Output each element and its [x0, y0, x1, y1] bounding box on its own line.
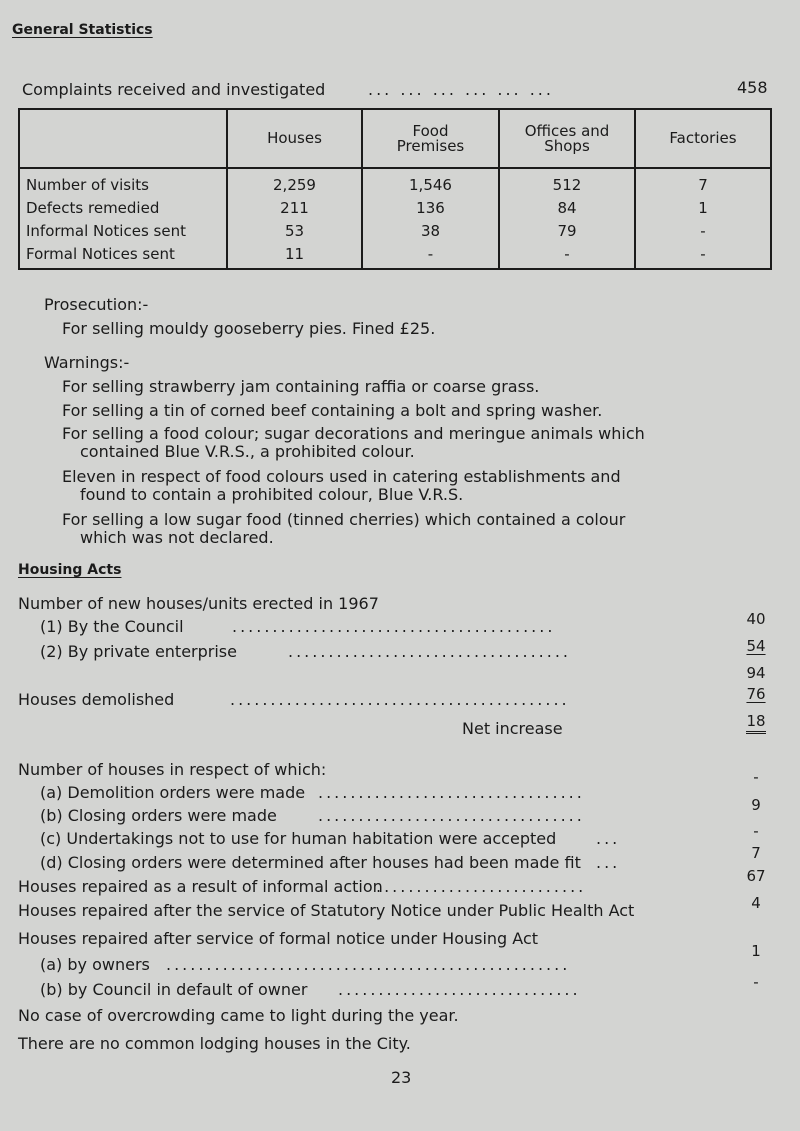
- table-header-food-premises: Food Premises: [362, 109, 499, 168]
- warning-item-continued: found to contain a prohibited colour, Blue V.R.S.: [80, 485, 464, 504]
- row-label: Number of visits: [19, 168, 227, 196]
- net-increase-value: 18: [746, 712, 765, 734]
- warning-item: For selling a tin of corned beef containing a bolt and spring washer.: [62, 401, 603, 420]
- warnings-heading: Warnings:-: [44, 353, 130, 372]
- item-d-value: 7: [751, 844, 761, 862]
- cell-houses: 11: [227, 242, 362, 269]
- dots: .................................: [318, 806, 585, 825]
- page-number: 23: [391, 1068, 412, 1087]
- cell-factories: 1: [635, 196, 771, 219]
- dots: ...................................: [288, 642, 572, 661]
- demolished-value: 76: [746, 685, 766, 703]
- cell-houses: 2,259: [227, 168, 362, 196]
- table-header-factories: Factories: [635, 109, 771, 168]
- total-value: 94: [746, 664, 766, 682]
- in-respect-label: Number of houses in respect of which:: [18, 760, 327, 779]
- row-label: Formal Notices sent: [19, 242, 227, 269]
- cell-offices-shops: 84: [499, 196, 635, 219]
- complaints-label: Complaints received and investigated: [22, 80, 326, 99]
- section-title-general-statistics: General Statistics: [12, 22, 153, 38]
- cell-offices-shops: 79: [499, 219, 635, 242]
- item-d-label: (d) Closing orders were determined after houses had been made fit: [40, 853, 581, 872]
- new-houses-label: Number of new houses/units erected in 1967: [18, 594, 379, 613]
- item-a-label: (a) Demolition orders were made: [40, 783, 306, 802]
- item-c-value: -: [753, 822, 759, 840]
- council-value: 40: [746, 610, 766, 628]
- warning-item: Eleven in respect of food colours used in catering establishments and: [62, 467, 621, 486]
- table-row: [19, 196, 771, 219]
- warning-item-continued: which was not declared.: [80, 528, 274, 547]
- informal-value: 67: [746, 867, 766, 885]
- lodging-text: There are no common lodging houses in the City.: [18, 1034, 411, 1053]
- cell-offices-shops: -: [499, 242, 635, 269]
- by-private-label: (2) By private enterprise: [40, 642, 237, 661]
- private-value: 54: [746, 637, 766, 655]
- row-label: Informal Notices sent: [19, 219, 227, 242]
- prosecution-heading: Prosecution:-: [44, 295, 149, 314]
- cell-offices-shops: 512: [499, 168, 635, 196]
- dots: ..........................: [376, 877, 587, 896]
- demolished-label: Houses demolished: [18, 690, 175, 709]
- net-increase-label: Net increase: [462, 719, 563, 738]
- dots: ..............................: [338, 980, 581, 999]
- dots: ...: [596, 853, 621, 872]
- warning-item: For selling a food colour; sugar decorations and meringue animals which: [62, 424, 645, 443]
- statutory-label: Houses repaired after the service of Statutory Notice under Public Health Act: [18, 901, 635, 920]
- table-row: [19, 168, 771, 196]
- informal-label: Houses repaired as a result of informal action: [18, 877, 383, 896]
- cell-food-premises: 1,546: [362, 168, 499, 196]
- council-default-label: (b) by Council in default of owner: [40, 980, 308, 999]
- table-header-houses: Houses: [227, 109, 362, 168]
- owners-label: (a) by owners: [40, 955, 150, 974]
- table-header-offices-shops: Offices and Shops: [499, 109, 635, 168]
- cell-houses: 53: [227, 219, 362, 242]
- cell-food-premises: -: [362, 242, 499, 269]
- warning-item-continued: contained Blue V.R.S., a prohibited colour.: [80, 442, 415, 461]
- cell-food-premises: 136: [362, 196, 499, 219]
- table-header-blank: [19, 109, 227, 168]
- item-b-label: (b) Closing orders were made: [40, 806, 277, 825]
- complaints-dots: ... ... ... ... ... ...: [368, 80, 554, 99]
- cell-factories: 7: [635, 168, 771, 196]
- warning-item: For selling strawberry jam containing raffia or coarse grass.: [62, 377, 540, 396]
- item-c-label: (c) Undertakings not to use for human habitation were accepted: [40, 829, 557, 848]
- item-a-value: -: [753, 768, 759, 786]
- row-label: Defects remedied: [19, 196, 227, 219]
- council-default-value: -: [753, 973, 759, 991]
- complaints-value: 458: [737, 78, 768, 97]
- formal-label: Houses repaired after service of formal notice under Housing Act: [18, 929, 539, 948]
- section-title-housing-acts: Housing Acts: [18, 562, 122, 578]
- owners-value: 1: [751, 942, 761, 960]
- overcrowding-text: No case of overcrowding came to light during the year.: [18, 1006, 459, 1025]
- table-row: [19, 219, 771, 242]
- dots: ........................................: [232, 617, 556, 636]
- cell-factories: -: [635, 242, 771, 269]
- dots: ..........................................: [230, 690, 570, 709]
- cell-houses: 211: [227, 196, 362, 219]
- dots: ...: [596, 829, 621, 848]
- by-council-label: (1) By the Council: [40, 617, 184, 636]
- statutory-value: 4: [751, 894, 761, 912]
- table-row: [19, 242, 771, 269]
- item-b-value: 9: [751, 796, 761, 814]
- statistics-table: [18, 108, 772, 270]
- cell-factories: -: [635, 219, 771, 242]
- table-header-row: [19, 109, 771, 168]
- dots: .................................: [318, 783, 585, 802]
- prosecution-item: For selling mouldy gooseberry pies. Fined £25.: [62, 319, 436, 338]
- cell-food-premises: 38: [362, 219, 499, 242]
- warning-item: For selling a low sugar food (tinned cherries) which contained a colour: [62, 510, 626, 529]
- dots: ..................................................: [166, 955, 571, 974]
